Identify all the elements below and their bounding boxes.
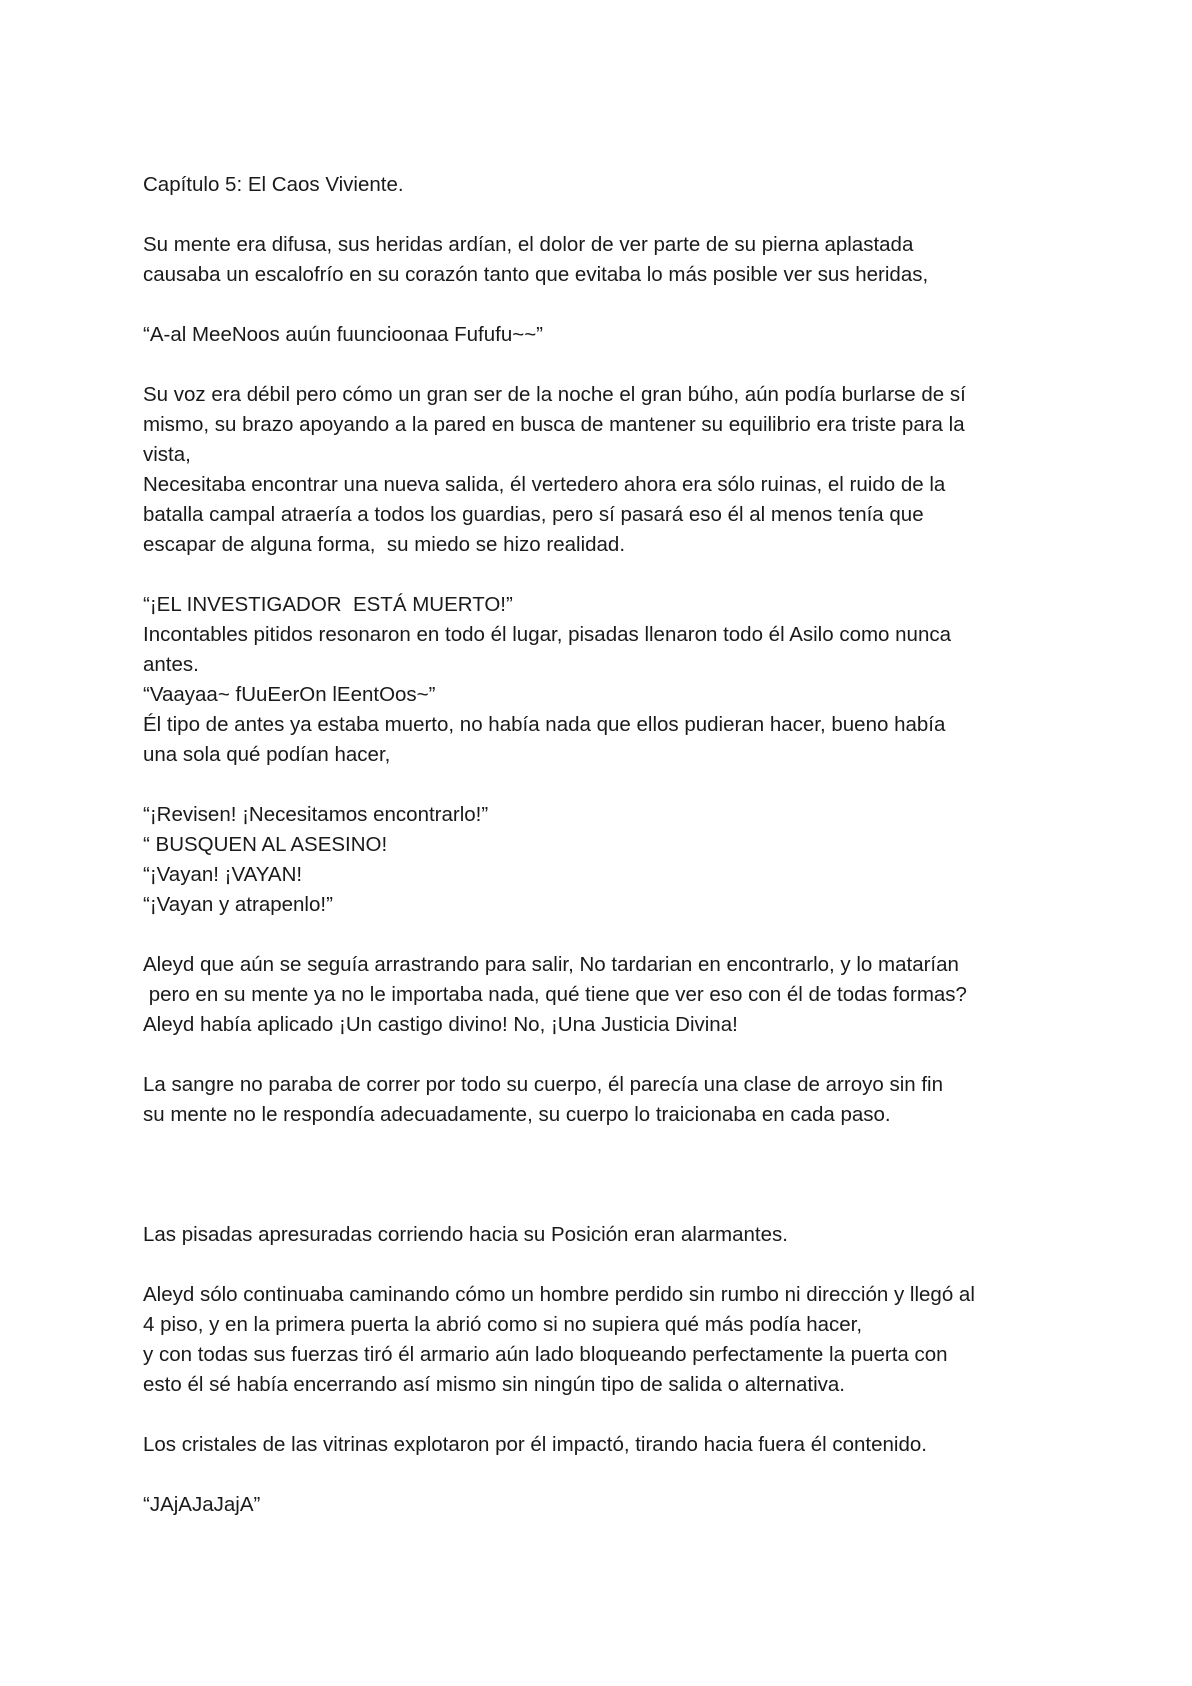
paragraph-line: Las pisadas apresuradas corriendo hacia su Posición eran alarmantes. [143,1223,788,1246]
dialogue-line: “Vaayaa~ fUuEerOn lEentOos~” [143,683,436,706]
paragraph-line: mismo, su brazo apoyando a la pared en busca de mantener su equilibrio era triste para la [143,413,965,436]
spacer [143,290,1043,320]
paragraph-line: 4 piso, y en la primera puerta la abrió como si no supiera qué más podía hacer, [143,1313,863,1336]
paragraph-line: La sangre no paraba de correr por todo su cuerpo, él parecía una clase de arroyo sin fin [143,1073,943,1096]
paragraph-line: Aleyd que aún se seguía arrastrando para salir, No tardarian en encontrarlo, y lo matarían [143,953,959,976]
dialogue-line: “JAjAJaJajA” [143,1493,261,1516]
chapter-title: Capítulo 5: El Caos Viviente. [143,173,404,196]
spacer [143,350,1043,380]
spacer [143,1460,1043,1490]
spacer [143,1130,1043,1220]
spacer [143,1250,1043,1280]
paragraph-line: Aleyd sólo continuaba caminando cómo un hombre perdido sin rumbo ni dirección y llegó al [143,1283,975,1306]
paragraph-line: Incontables pitidos resonaron en todo él lugar, pisadas llenaron todo él Asilo como nunca [143,623,952,646]
paragraph-line: Su voz era débil pero cómo un gran ser de la noche el gran búho, aún podía burlarse de sí [143,383,966,406]
paragraph-line: batalla campal atraería a todos los guardias, pero sí pasará eso él al menos tenía que [143,503,924,526]
paragraph-line: causaba un escalofrío en su corazón tanto que evitaba lo más posible ver sus heridas, [143,263,929,286]
dialogue-line: “¡Vayan y atrapenlo!” [143,893,333,916]
spacer [143,200,1043,230]
paragraph-line: Los cristales de las vitrinas explotaron por él impactó, tirando hacia fuera él contenido. [143,1433,927,1456]
paragraph-line: esto él sé había encerrando así mismo sin ningún tipo de salida o alternativa. [143,1373,845,1396]
spacer [143,1400,1043,1430]
paragraph-line: escapar de alguna forma, su miedo se hizo realidad. [143,533,626,556]
paragraph-line: Él tipo de antes ya estaba muerto, no había nada que ellos pudieran hacer, bueno había [143,713,946,736]
paragraph-line: Aleyd había aplicado ¡Un castigo divino! No, ¡Una Justicia Divina! [143,1013,738,1036]
paragraph-line: su mente no le respondía adecuadamente, su cuerpo lo traicionaba en cada paso. [143,1103,891,1126]
dialogue-line: “¡EL INVESTIGADOR ESTÁ MUERTO!” [143,593,513,616]
paragraph-line: pero en su mente ya no le importaba nada, qué tiene que ver eso con él de todas formas? [143,983,967,1006]
dialogue-line: “¡Revisen! ¡Necesitamos encontrarlo!” [143,803,489,826]
spacer [143,770,1043,800]
paragraph-line: Necesitaba encontrar una nueva salida, él vertedero ahora era sólo ruinas, el ruido de la [143,473,946,496]
spacer [143,560,1043,590]
paragraph-line: una sola qué podían hacer, [143,743,391,766]
paragraph-line: Su mente era difusa, sus heridas ardían, el dolor de ver parte de su pierna aplastada [143,233,914,256]
dialogue-line: “A-al MeeNoos auún fuuncioonaa Fufufu~~” [143,323,544,346]
document-body [143,170,1043,1520]
dialogue-line: “ BUSQUEN AL ASESINO! [143,833,388,856]
spacer [143,1040,1043,1070]
paragraph-line: y con todas sus fuerzas tiró él armario aún lado bloqueando perfectamente la puerta con [143,1343,948,1366]
spacer [143,920,1043,950]
paragraph-line: antes. [143,653,199,676]
dialogue-line: “¡Vayan! ¡VAYAN! [143,863,303,886]
paragraph-line: vista, [143,443,191,466]
